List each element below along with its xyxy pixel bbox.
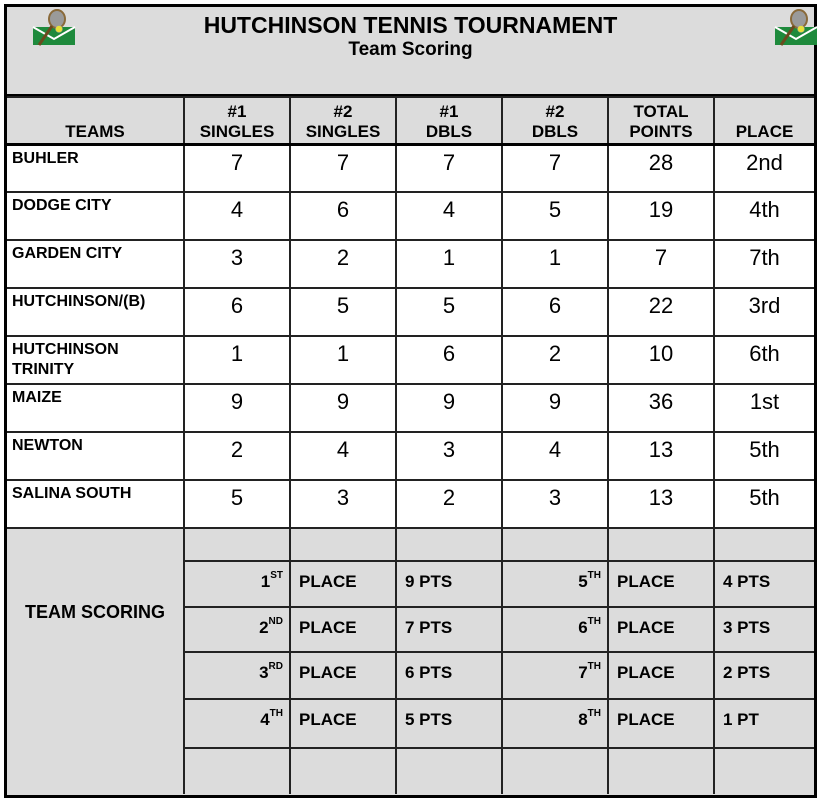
doubles-2-score: 1 [502,240,608,288]
place-ordinal: 3RD [184,652,290,699]
place-ordinal: 5TH [502,561,608,607]
team-name: HUTCHINSON/(B) [7,288,184,336]
doubles-2-score: 6 [502,288,608,336]
page-title: HUTCHINSON TENNIS TOURNAMENT [203,12,618,38]
table-row [7,432,814,480]
place-ordinal: 6TH [502,607,608,652]
singles-2-score: 9 [290,384,396,432]
singles-1-score: 1 [184,336,290,384]
column-header-teams: TEAMS [7,97,184,144]
doubles-2-score: 3 [502,480,608,528]
doubles-1-score: 6 [396,336,502,384]
doubles-2-score: 7 [502,144,608,192]
place-ordinal: 7TH [502,652,608,699]
singles-2-score: 3 [290,480,396,528]
singles-1-score: 4 [184,192,290,240]
team-name: GARDEN CITY [7,240,184,288]
total-points: 22 [608,288,714,336]
total-points: 13 [608,480,714,528]
total-points: 10 [608,336,714,384]
table-row [7,144,814,192]
doubles-1-score: 1 [396,240,502,288]
place-points: 5 PTS [396,699,502,748]
team-name: SALINA SOUTH [7,480,184,528]
place-word: PLACE [608,607,714,652]
doubles-1-score: 4 [396,192,502,240]
table-row [7,192,814,240]
place-points: 2 PTS [714,652,814,699]
doubles-1-score: 9 [396,384,502,432]
singles-1-score: 9 [184,384,290,432]
column-header-1-singles: #1 SINGLES [184,97,290,144]
table-row [7,240,814,288]
place-ordinal: 2ND [184,607,290,652]
doubles-1-score: 7 [396,144,502,192]
doubles-2-score: 4 [502,432,608,480]
total-points: 36 [608,384,714,432]
place-word: PLACE [290,607,396,652]
table-row [7,384,814,432]
doubles-1-score: 3 [396,432,502,480]
table-row [7,336,814,384]
place: 2nd [714,144,814,192]
singles-2-score: 2 [290,240,396,288]
column-header-total-points: TOTAL POINTS [608,97,714,144]
singles-2-score: 7 [290,144,396,192]
column-header-2-doubles: #2 DBLS [502,97,608,144]
place-points: 4 PTS [714,561,814,607]
place: 5th [714,480,814,528]
singles-2-score: 4 [290,432,396,480]
team-name: BUHLER [7,144,184,192]
place: 3rd [714,288,814,336]
team-name: MAIZE [7,384,184,432]
doubles-1-score: 2 [396,480,502,528]
doubles-1-score: 5 [396,288,502,336]
place-points: 9 PTS [396,561,502,607]
singles-2-score: 6 [290,192,396,240]
team-name: DODGE CITY [7,192,184,240]
singles-1-score: 7 [184,144,290,192]
column-header-1-doubles: #1 DBLS [396,97,502,144]
singles-2-score: 1 [290,336,396,384]
scoring-sheet [4,4,817,798]
place-points: 7 PTS [396,607,502,652]
total-points: 7 [608,240,714,288]
table-row [7,288,814,336]
place-word: PLACE [290,652,396,699]
place-ordinal: 1ST [184,561,290,607]
place: 4th [714,192,814,240]
singles-1-score: 5 [184,480,290,528]
place: 6th [714,336,814,384]
place-points: 6 PTS [396,652,502,699]
place: 1st [714,384,814,432]
place-points: 3 PTS [714,607,814,652]
scoring-legend-row [7,528,814,561]
place: 5th [714,432,814,480]
team-name: HUTCHINSON TRINITY [7,336,184,384]
total-points: 19 [608,192,714,240]
table-row [7,480,814,528]
column-header-place: PLACE [714,97,814,144]
place-word: PLACE [608,699,714,748]
place-word: PLACE [608,652,714,699]
doubles-2-score: 9 [502,384,608,432]
title-banner [7,7,814,96]
place-ordinal: 4TH [184,699,290,748]
singles-1-score: 6 [184,288,290,336]
column-header-2-singles: #2 SINGLES [290,97,396,144]
scoring-table [7,96,814,794]
place-word: PLACE [290,561,396,607]
table-header-row [7,97,814,144]
team-name: NEWTON [7,432,184,480]
place-ordinal: 8TH [502,699,608,748]
singles-1-score: 3 [184,240,290,288]
place-word: PLACE [290,699,396,748]
tennis-racket-court-icon [773,9,819,49]
doubles-2-score: 5 [502,192,608,240]
place: 7th [714,240,814,288]
place-word: PLACE [608,561,714,607]
doubles-2-score: 2 [502,336,608,384]
singles-1-score: 2 [184,432,290,480]
place-points: 1 PT [714,699,814,748]
total-points: 13 [608,432,714,480]
singles-2-score: 5 [290,288,396,336]
total-points: 28 [608,144,714,192]
page-subtitle: Team Scoring [348,39,473,60]
team-scoring-label: TEAM SCORING [7,528,184,794]
